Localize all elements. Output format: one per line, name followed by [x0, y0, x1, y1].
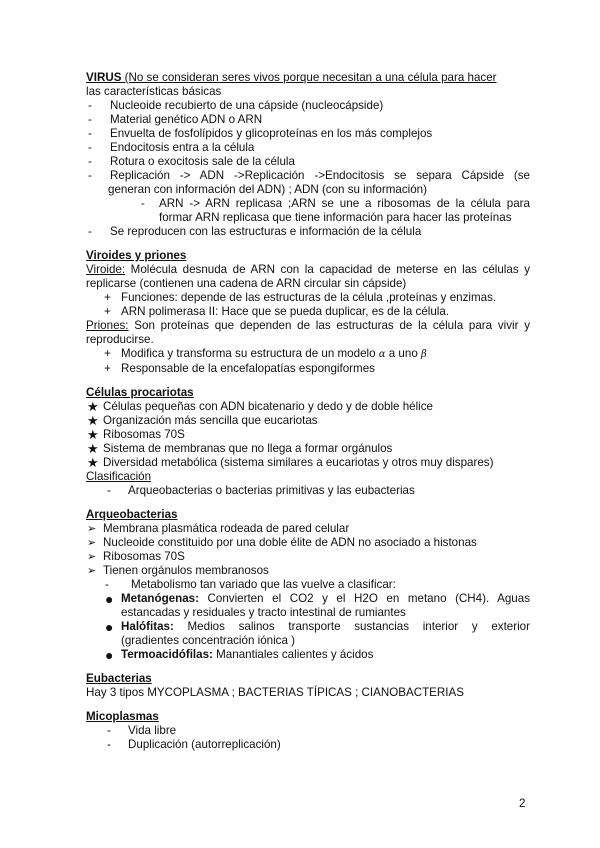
list-item: ➢ Ribosomas 70S — [87, 550, 185, 563]
list-item: - Endocitosis entra a la célula — [88, 141, 255, 154]
viroide-definition-cont: replicarse (contienen una cadena de ARN circular sin cápside) — [86, 277, 407, 290]
viroides-heading: Viroides y priones — [86, 249, 187, 262]
list-item: - Nucleoide recubierto de una cápside (nucleocápside) — [88, 99, 384, 112]
dot-icon: ● — [105, 591, 114, 607]
list-item: - Replicación -> ADN ->Replicación ->Endocitosis se separa Cápside (se — [88, 169, 530, 182]
procariotas-heading: Células procariotas — [86, 386, 194, 399]
arrow-icon: ➢ — [87, 537, 97, 549]
list-item-cont: (gradientes concentración iónica ) — [121, 634, 296, 647]
dot-icon: ● — [105, 647, 114, 663]
clasificacion-label: Clasificación — [86, 470, 152, 483]
list-item: - Duplicación (autorreplicación) — [107, 738, 281, 751]
list-item: ★ Sistema de membranas que no llega a formar orgánulos — [87, 441, 393, 456]
list-item: - Arqueobacterias o bacterias primitivas y las eubacterias — [107, 484, 415, 497]
list-item: - Envuelta de fosfolípidos y glicoproteínas en los más complejos — [88, 127, 433, 140]
list-item-cont: formar ARN replicasa que tiene información para hacer las proteínas — [159, 211, 512, 224]
list-item: + ARN polimerasa II: Hace que se pueda duplicar, es de la célula. — [104, 305, 450, 318]
list-item: - Rotura o exocitosis sale de la célula — [88, 155, 295, 168]
list-item: + Funciones: depende de las estructuras de la célula ,proteínas y enzimas. — [104, 291, 497, 304]
list-item: - Vida libre — [107, 724, 177, 737]
dot-icon: ● — [105, 619, 114, 635]
page-number: 2 — [519, 797, 526, 810]
list-item: ➢ Membrana plasmática rodeada de pared celular — [87, 522, 350, 535]
star-icon: ★ — [87, 427, 99, 442]
list-item: - Se reproducen con las estructuras e información de la célula — [88, 225, 422, 238]
star-icon: ★ — [87, 455, 99, 470]
list-item: ★ Ribosomas 70S — [87, 427, 185, 442]
list-item: ● Halófitas: Medios salinos transporte sustancias interior y exterior — [105, 619, 530, 635]
star-icon: ★ — [87, 441, 99, 456]
list-item: ★ Células pequeñas con ADN bicatenario y dedo y de doble hélice — [87, 399, 433, 414]
micoplasmas-heading: Micoplasmas — [86, 710, 159, 723]
list-item: + Responsable de la encefalopatías espongiformes — [104, 362, 375, 375]
list-item: ★ Organización más sencilla que eucariotas — [87, 413, 318, 428]
list-item-cont: estancadas y residuales y tracto intestinal de rumiantes — [121, 606, 406, 619]
list-item-cont: generan con información del ADN) ; ADN (con su información) — [108, 183, 427, 196]
arqueobacterias-heading: Arqueobacterias — [86, 508, 178, 521]
viroide-definition: Viroide: Molécula desnuda de ARN con la capacidad de meterse en las células y — [86, 263, 530, 276]
list-item: - ARN -> ARN replicasa ;ARN se une a ribosomas de la célula para — [141, 197, 530, 210]
list-item: - Material genético ADN o ARN — [88, 113, 263, 126]
virus-heading: VIRUS — [86, 71, 122, 84]
arrow-icon: ➢ — [87, 523, 97, 535]
arrow-icon: ➢ — [87, 551, 97, 563]
virus-intro: VIRUS (No se consideran seres vivos porque necesitan a una célula para hacer — [86, 71, 497, 84]
list-item: ➢ Tienen orgánulos membranosos — [87, 564, 269, 577]
list-item: ● Termoacidófilas: Manantiales calientes y ácidos — [105, 647, 374, 663]
star-icon: ★ — [87, 413, 99, 428]
alpha-symbol: α — [378, 349, 386, 360]
priones-definition: Priones: Son proteínas que dependen de las estructuras de la célula para vivir y — [86, 319, 530, 332]
eubacterias-heading: Eubacterias — [86, 672, 152, 685]
document-page — [86, 71, 530, 752]
priones-definition-cont: reproducirse. — [86, 333, 154, 346]
list-item: - Metabolismo tan variado que las vuelve a clasificar: — [105, 578, 396, 591]
eubacterias-text: Hay 3 tipos MYCOPLASMA ; BACTERIAS TÍPICAS ; CIANOBACTERIAS — [86, 686, 464, 699]
virus-intro-cont: las características básicas — [86, 85, 222, 98]
list-item: ● Metanógenas: Convierten el CO2 y el H2O en metano (CH4). Aguas — [105, 591, 530, 607]
arrow-icon: ➢ — [87, 565, 97, 577]
list-item: ★ Diversidad metabólica (sistema similares a eucariotas y otros muy dispares) — [87, 455, 494, 470]
list-item: + Modifica y transforma su estructura de un modelo α a uno β — [104, 347, 427, 360]
list-item: ➢ Nucleoide constituido por una doble élite de ADN no asociado a histonas — [87, 536, 477, 549]
star-icon: ★ — [87, 399, 99, 414]
beta-symbol: β — [421, 349, 427, 360]
